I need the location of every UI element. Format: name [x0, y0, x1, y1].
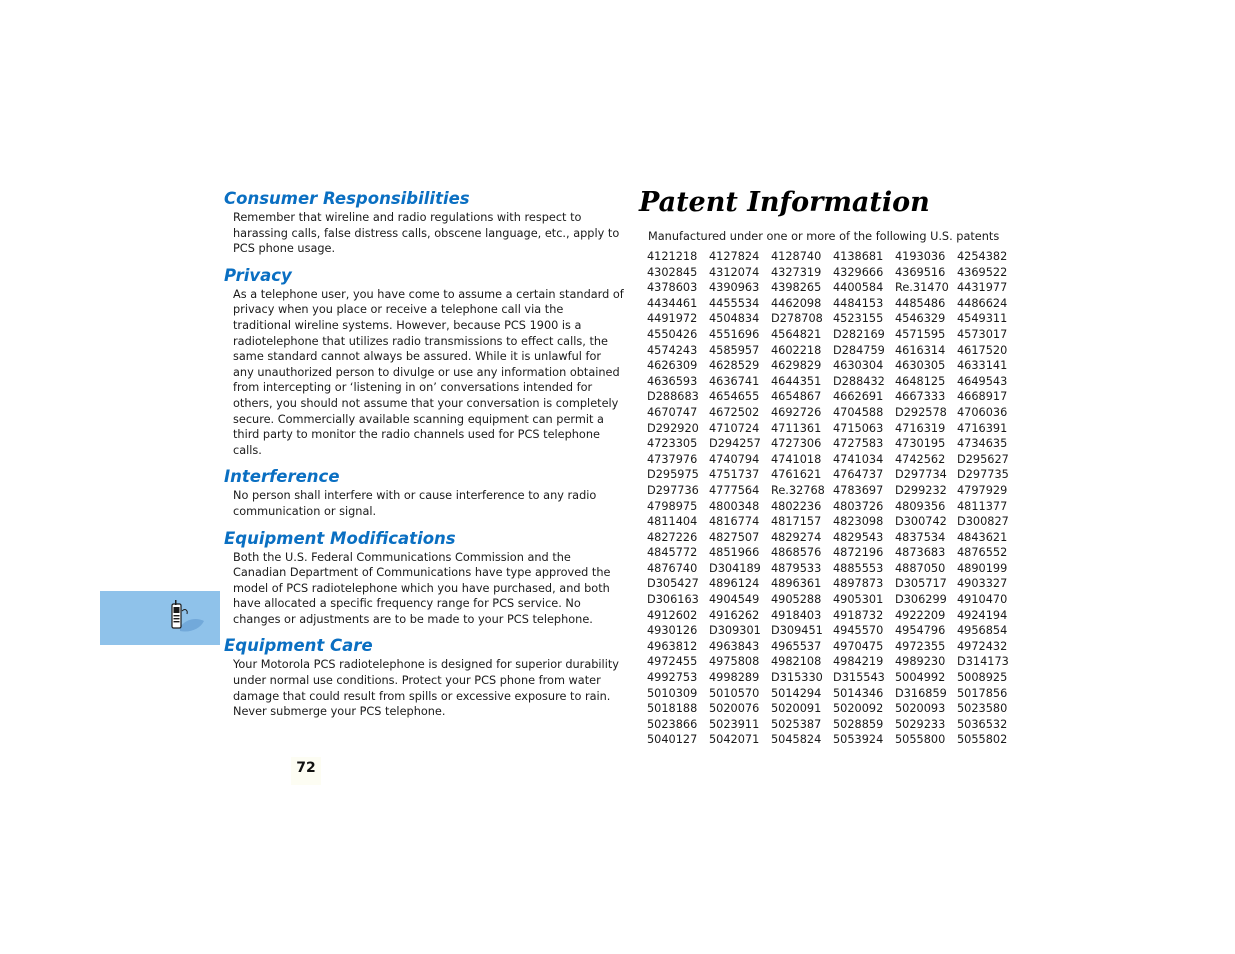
patent-row	[647, 483, 1019, 499]
patent-number: 4905301	[833, 593, 884, 607]
patent-section	[639, 184, 1079, 748]
patent-title: Patent Information	[639, 187, 930, 218]
patent-number: 4400584	[833, 281, 884, 295]
patent-number: D297734	[895, 468, 947, 482]
patent-number: D288683	[647, 390, 699, 404]
section-body: Remember that wireline and radio regulations with respect to harassing calls, false distress calls, obscene language, etc., apply to PCS phone usage.	[233, 211, 620, 256]
patent-number: 5023911	[709, 717, 760, 731]
patent-number: 4975808	[709, 655, 760, 669]
patent-number: 4873683	[895, 546, 946, 560]
patent-number: 4965537	[771, 639, 822, 653]
patent-number: 5014294	[771, 686, 822, 700]
phone-hand-icon	[166, 597, 208, 639]
patent-row	[647, 670, 1019, 686]
section	[224, 528, 624, 634]
patent-number: D292578	[895, 405, 947, 419]
patent-number: 4984219	[833, 655, 884, 669]
patent-row	[647, 623, 1019, 639]
patent-number: 4764737	[833, 468, 884, 482]
patent-intro: Manufactured under one or more of the following U.S. patents	[648, 230, 1000, 243]
patent-number: 4872196	[833, 546, 884, 560]
patent-number: Re.32768	[771, 483, 825, 497]
patent-number: 4654655	[709, 390, 760, 404]
patent-row	[647, 530, 1019, 546]
patent-number: 5036532	[957, 717, 1008, 731]
patent-number: 4431977	[957, 281, 1008, 295]
patent-number: 4462098	[771, 296, 822, 310]
patent-row	[647, 343, 1019, 359]
patent-number: 4254382	[957, 250, 1008, 263]
section-heading: Consumer Responsibilities	[224, 189, 470, 208]
patent-number: 4730195	[895, 437, 946, 451]
patent-row	[647, 732, 1019, 748]
patent-number: 5028859	[833, 717, 884, 731]
patent-number: D315330	[771, 671, 823, 685]
patent-row	[647, 249, 1019, 265]
patent-number: 4843621	[957, 530, 1008, 544]
patent-number: 4636741	[709, 374, 760, 388]
patent-number: D300742	[895, 515, 947, 529]
patent-row	[647, 389, 1019, 405]
patent-number: 4737976	[647, 452, 698, 466]
patent-number: 5042071	[709, 733, 760, 747]
patent-row	[647, 514, 1019, 530]
patent-number: 5010570	[709, 686, 760, 700]
patent-number: 4868576	[771, 546, 822, 560]
patent-number: 4491972	[647, 312, 698, 326]
patent-number: 4876552	[957, 546, 1008, 560]
patent-number: 4924194	[957, 608, 1008, 622]
patent-number: 4369522	[957, 265, 1008, 279]
patent-number: 4740794	[709, 452, 760, 466]
section-heading: Interference	[224, 467, 340, 487]
patent-number: D309301	[709, 624, 761, 638]
patent-number: 5055802	[957, 733, 1008, 747]
section	[224, 466, 624, 525]
patent-row	[647, 452, 1019, 468]
patent-number: 4398265	[771, 281, 822, 295]
patent-number: D306299	[895, 593, 947, 607]
patent-row	[647, 639, 1019, 655]
patent-number: D305427	[647, 577, 699, 591]
patent-number: 4574243	[647, 343, 698, 357]
patent-number: 4486624	[957, 296, 1008, 310]
patent-number: 5020092	[833, 702, 884, 716]
patent-number: 4811377	[957, 499, 1008, 513]
patent-number: 4916262	[709, 608, 760, 622]
patent-number: 5040127	[647, 733, 698, 747]
patent-number: 5020076	[709, 702, 760, 716]
patent-number: 4887050	[895, 561, 946, 575]
patent-row	[647, 499, 1019, 515]
patent-number: 4692726	[771, 405, 822, 419]
section-heading: Equipment Care	[224, 636, 373, 656]
patent-number: 4922209	[895, 608, 946, 622]
patent-number: 5018188	[647, 702, 698, 716]
patent-number: 4504834	[709, 312, 760, 326]
patent-number: 4662691	[833, 390, 884, 404]
patent-number: 4912602	[647, 608, 698, 622]
patent-number: 5010309	[647, 686, 698, 700]
patent-number: 4390963	[709, 281, 760, 295]
patent-number: 4434461	[647, 296, 698, 310]
patent-row	[647, 421, 1019, 437]
patent-number: 4302845	[647, 265, 698, 279]
patent-number: 5029233	[895, 717, 946, 731]
patent-number: 4827507	[709, 530, 760, 544]
patent-number: 4803726	[833, 499, 884, 513]
patent-number: 4918732	[833, 608, 884, 622]
patent-number: 4972455	[647, 655, 698, 669]
patent-number: D305717	[895, 577, 947, 591]
patent-row	[647, 296, 1019, 312]
patent-number: 4896124	[709, 577, 760, 591]
patent-number: 4551696	[709, 327, 760, 341]
patent-number: D304189	[709, 561, 761, 575]
patent-number: 4761621	[771, 468, 822, 482]
patent-number: 5014346	[833, 686, 884, 700]
section-body: As a telephone user, you have come to assume a certain standard of privacy when you place or receive a telephone call via the traditional wireline systems. However, because PCS 1900 is a radiotelephone that utilizes radio transmissions to effect calls, the same standard cannot always be assured. While it is unlawful for any unauthorized person to divulge or use any information obtained from intercepting or ‘listening in on’ conversations intended for others, you should not assume that your conversation is completely secure. Commercially available scanning equipment can permit a third party to monitor the radio channels used for PCS telephone calls.	[233, 287, 624, 457]
page-number: 72	[291, 757, 321, 785]
section	[224, 635, 624, 725]
patent-number: D315543	[833, 671, 885, 685]
patent-number: 4626309	[647, 359, 698, 373]
patent-number: 4711361	[771, 421, 822, 435]
section-body: No person shall interfere with or cause interference to any radio communication or signal.	[233, 489, 597, 518]
patent-number: 5055800	[895, 733, 946, 747]
patent-number: D292920	[647, 421, 699, 435]
patent-number: 4455534	[709, 296, 760, 310]
patent-number: 5045824	[771, 733, 822, 747]
patent-number: 4193036	[895, 250, 946, 263]
patent-number: D300827	[957, 515, 1009, 529]
patent-number: 4802236	[771, 499, 822, 513]
patent-number: 4369516	[895, 265, 946, 279]
patent-row	[647, 717, 1019, 733]
patent-number: 4715063	[833, 421, 884, 435]
patent-number: 4704588	[833, 405, 884, 419]
patent-number: 4903327	[957, 577, 1008, 591]
patent-number: D297736	[647, 483, 699, 497]
patent-number: 5023580	[957, 702, 1008, 716]
patent-number: 4127824	[709, 250, 760, 263]
patent-number: 4905288	[771, 593, 822, 607]
patent-row	[647, 265, 1019, 281]
patent-number: 4312074	[709, 265, 760, 279]
patent-number: 4816774	[709, 515, 760, 529]
patent-number: D278708	[771, 312, 823, 326]
patent-number: 4564821	[771, 327, 822, 341]
patent-number: 4827226	[647, 530, 698, 544]
patent-row	[647, 358, 1019, 374]
patent-number: 4972432	[957, 639, 1008, 653]
patent-number: 4817157	[771, 515, 822, 529]
patent-number: 4630305	[895, 359, 946, 373]
patent-number: 4989230	[895, 655, 946, 669]
patent-number: 4121218	[647, 250, 698, 263]
patent-number: 4982108	[771, 655, 822, 669]
patent-number: Re.31470	[895, 281, 949, 295]
patent-number: 4890199	[957, 561, 1008, 575]
patent-number: 4571595	[895, 327, 946, 341]
patent-number: 4617520	[957, 343, 1008, 357]
patent-number: 4329666	[833, 265, 884, 279]
patent-number: 4970475	[833, 639, 884, 653]
patent-number: 4783697	[833, 483, 884, 497]
patent-number: 4998289	[709, 671, 760, 685]
patent-number: 4585957	[709, 343, 760, 357]
patent-number: 4648125	[895, 374, 946, 388]
patent-row	[647, 701, 1019, 717]
patent-number: 4800348	[709, 499, 760, 513]
section-heading: Privacy	[224, 265, 292, 285]
patent-row	[647, 467, 1019, 483]
patent-number: D288432	[833, 374, 885, 388]
patent-number: 4546329	[895, 312, 946, 326]
patent-number: 4972355	[895, 639, 946, 653]
patent-row	[647, 436, 1019, 452]
chapter-side-tab	[100, 591, 220, 645]
patent-number: 4879533	[771, 561, 822, 575]
patent-number: 4549311	[957, 312, 1008, 326]
patent-number: 4616314	[895, 343, 946, 357]
patent-number: 5020093	[895, 702, 946, 716]
patent-number: 4727583	[833, 437, 884, 451]
patent-number: 4629829	[771, 359, 822, 373]
patent-number: 4672502	[709, 405, 760, 419]
patent-number: 4668917	[957, 390, 1008, 404]
patent-number: 4845772	[647, 546, 698, 560]
patent-number: 4809356	[895, 499, 946, 513]
patent-number: D294257	[709, 437, 761, 451]
patent-number: 4741018	[771, 452, 822, 466]
patent-number: 4811404	[647, 515, 698, 529]
patent-number: 4876740	[647, 561, 698, 575]
patent-number: 4654867	[771, 390, 822, 404]
patent-number: 4484153	[833, 296, 884, 310]
patent-number: 4523155	[833, 312, 884, 326]
patent-row	[647, 327, 1019, 343]
patent-row	[647, 561, 1019, 577]
patent-number: 5053924	[833, 733, 884, 747]
patent-number: 4636593	[647, 374, 698, 388]
patent-number: 4910470	[957, 593, 1008, 607]
patent-number: 4628529	[709, 359, 760, 373]
patent-number: 5020091	[771, 702, 822, 716]
patent-number: 4751737	[709, 468, 760, 482]
patent-number: D295975	[647, 468, 699, 482]
patent-number: 4963843	[709, 639, 760, 653]
patent-row	[647, 405, 1019, 421]
patent-number: D299232	[895, 483, 947, 497]
patent-number: 4798975	[647, 499, 698, 513]
patent-number: 4378603	[647, 281, 698, 295]
patent-number: D316859	[895, 686, 947, 700]
patent-number: 4723305	[647, 437, 698, 451]
section	[224, 188, 624, 263]
patent-number: 4602218	[771, 343, 822, 357]
patent-number: 4485486	[895, 296, 946, 310]
patent-number: 5025387	[771, 717, 822, 731]
patent-number: 4797929	[957, 483, 1008, 497]
section-heading: Equipment Modifications	[224, 528, 456, 548]
left-column	[224, 188, 624, 726]
patent-row	[647, 654, 1019, 670]
patent-number: 4667333	[895, 390, 946, 404]
patent-number: 4777564	[709, 483, 760, 497]
patent-number: D282169	[833, 327, 885, 341]
patent-number: 5008925	[957, 671, 1008, 685]
section	[224, 265, 624, 465]
patent-number: D284759	[833, 343, 885, 357]
patent-number: 4829274	[771, 530, 822, 544]
patent-number: 4706036	[957, 405, 1008, 419]
patent-number: 4128740	[771, 250, 822, 263]
patent-number: 4851966	[709, 546, 760, 560]
patent-number: 4963812	[647, 639, 698, 653]
patent-row	[647, 592, 1019, 608]
patent-number: D297735	[957, 468, 1009, 482]
patent-number-table	[647, 249, 1019, 748]
patent-number: 4138681	[833, 250, 884, 263]
patent-number: 4670747	[647, 405, 698, 419]
patent-number: 4897873	[833, 577, 884, 591]
patent-number: 4716319	[895, 421, 946, 435]
patent-row	[647, 545, 1019, 561]
patent-row	[647, 311, 1019, 327]
patent-number: 5017856	[957, 686, 1008, 700]
patent-number: 4644351	[771, 374, 822, 388]
patent-number: 4954796	[895, 624, 946, 638]
patent-number: 4823098	[833, 515, 884, 529]
patent-number: 4992753	[647, 671, 698, 685]
patent-row	[647, 608, 1019, 624]
patent-number: 4573017	[957, 327, 1008, 341]
patent-number: 4829543	[833, 530, 884, 544]
patent-number: 4885553	[833, 561, 884, 575]
patent-row	[647, 576, 1019, 592]
patent-number: 4741034	[833, 452, 884, 466]
patent-number: D306163	[647, 593, 699, 607]
section-body: Both the U.S. Federal Communications Commission and the Canadian Department of Communications have type approved the model of PCS radiotelephone which you have purchased, and both have allocated a specific frequency range for PCS service. No changes or adjustments are to be made to your PCS telephone.	[233, 550, 611, 626]
patent-row	[647, 374, 1019, 390]
patent-number: 5004992	[895, 671, 946, 685]
patent-number: 4742562	[895, 452, 946, 466]
patent-number: 4710724	[709, 421, 760, 435]
patent-row	[647, 280, 1019, 296]
patent-number: 4327319	[771, 265, 822, 279]
patent-number: 5023866	[647, 717, 698, 731]
patent-number: 4649543	[957, 374, 1008, 388]
patent-number: D295627	[957, 452, 1009, 466]
patent-number: 4727306	[771, 437, 822, 451]
patent-number: 4930126	[647, 624, 698, 638]
patent-number: 4956854	[957, 624, 1008, 638]
patent-number: 4837534	[895, 530, 946, 544]
patent-number: 4716391	[957, 421, 1008, 435]
patent-number: D314173	[957, 655, 1009, 669]
patent-row	[647, 686, 1019, 702]
patent-number: 4550426	[647, 327, 698, 341]
patent-number: 4734635	[957, 437, 1008, 451]
patent-number: 4945570	[833, 624, 884, 638]
patent-number: 4896361	[771, 577, 822, 591]
patent-number: 4633141	[957, 359, 1008, 373]
section-body: Your Motorola PCS radiotelephone is designed for superior durability under normal use conditions. Protect your PCS phone from water damage that could result from spills or excessive exposure to rain. Never submerge your PCS telephone.	[233, 658, 619, 719]
patent-number: D309451	[771, 624, 823, 638]
patent-number: 4904549	[709, 593, 760, 607]
patent-number: 4630304	[833, 359, 884, 373]
patent-number: 4918403	[771, 608, 822, 622]
